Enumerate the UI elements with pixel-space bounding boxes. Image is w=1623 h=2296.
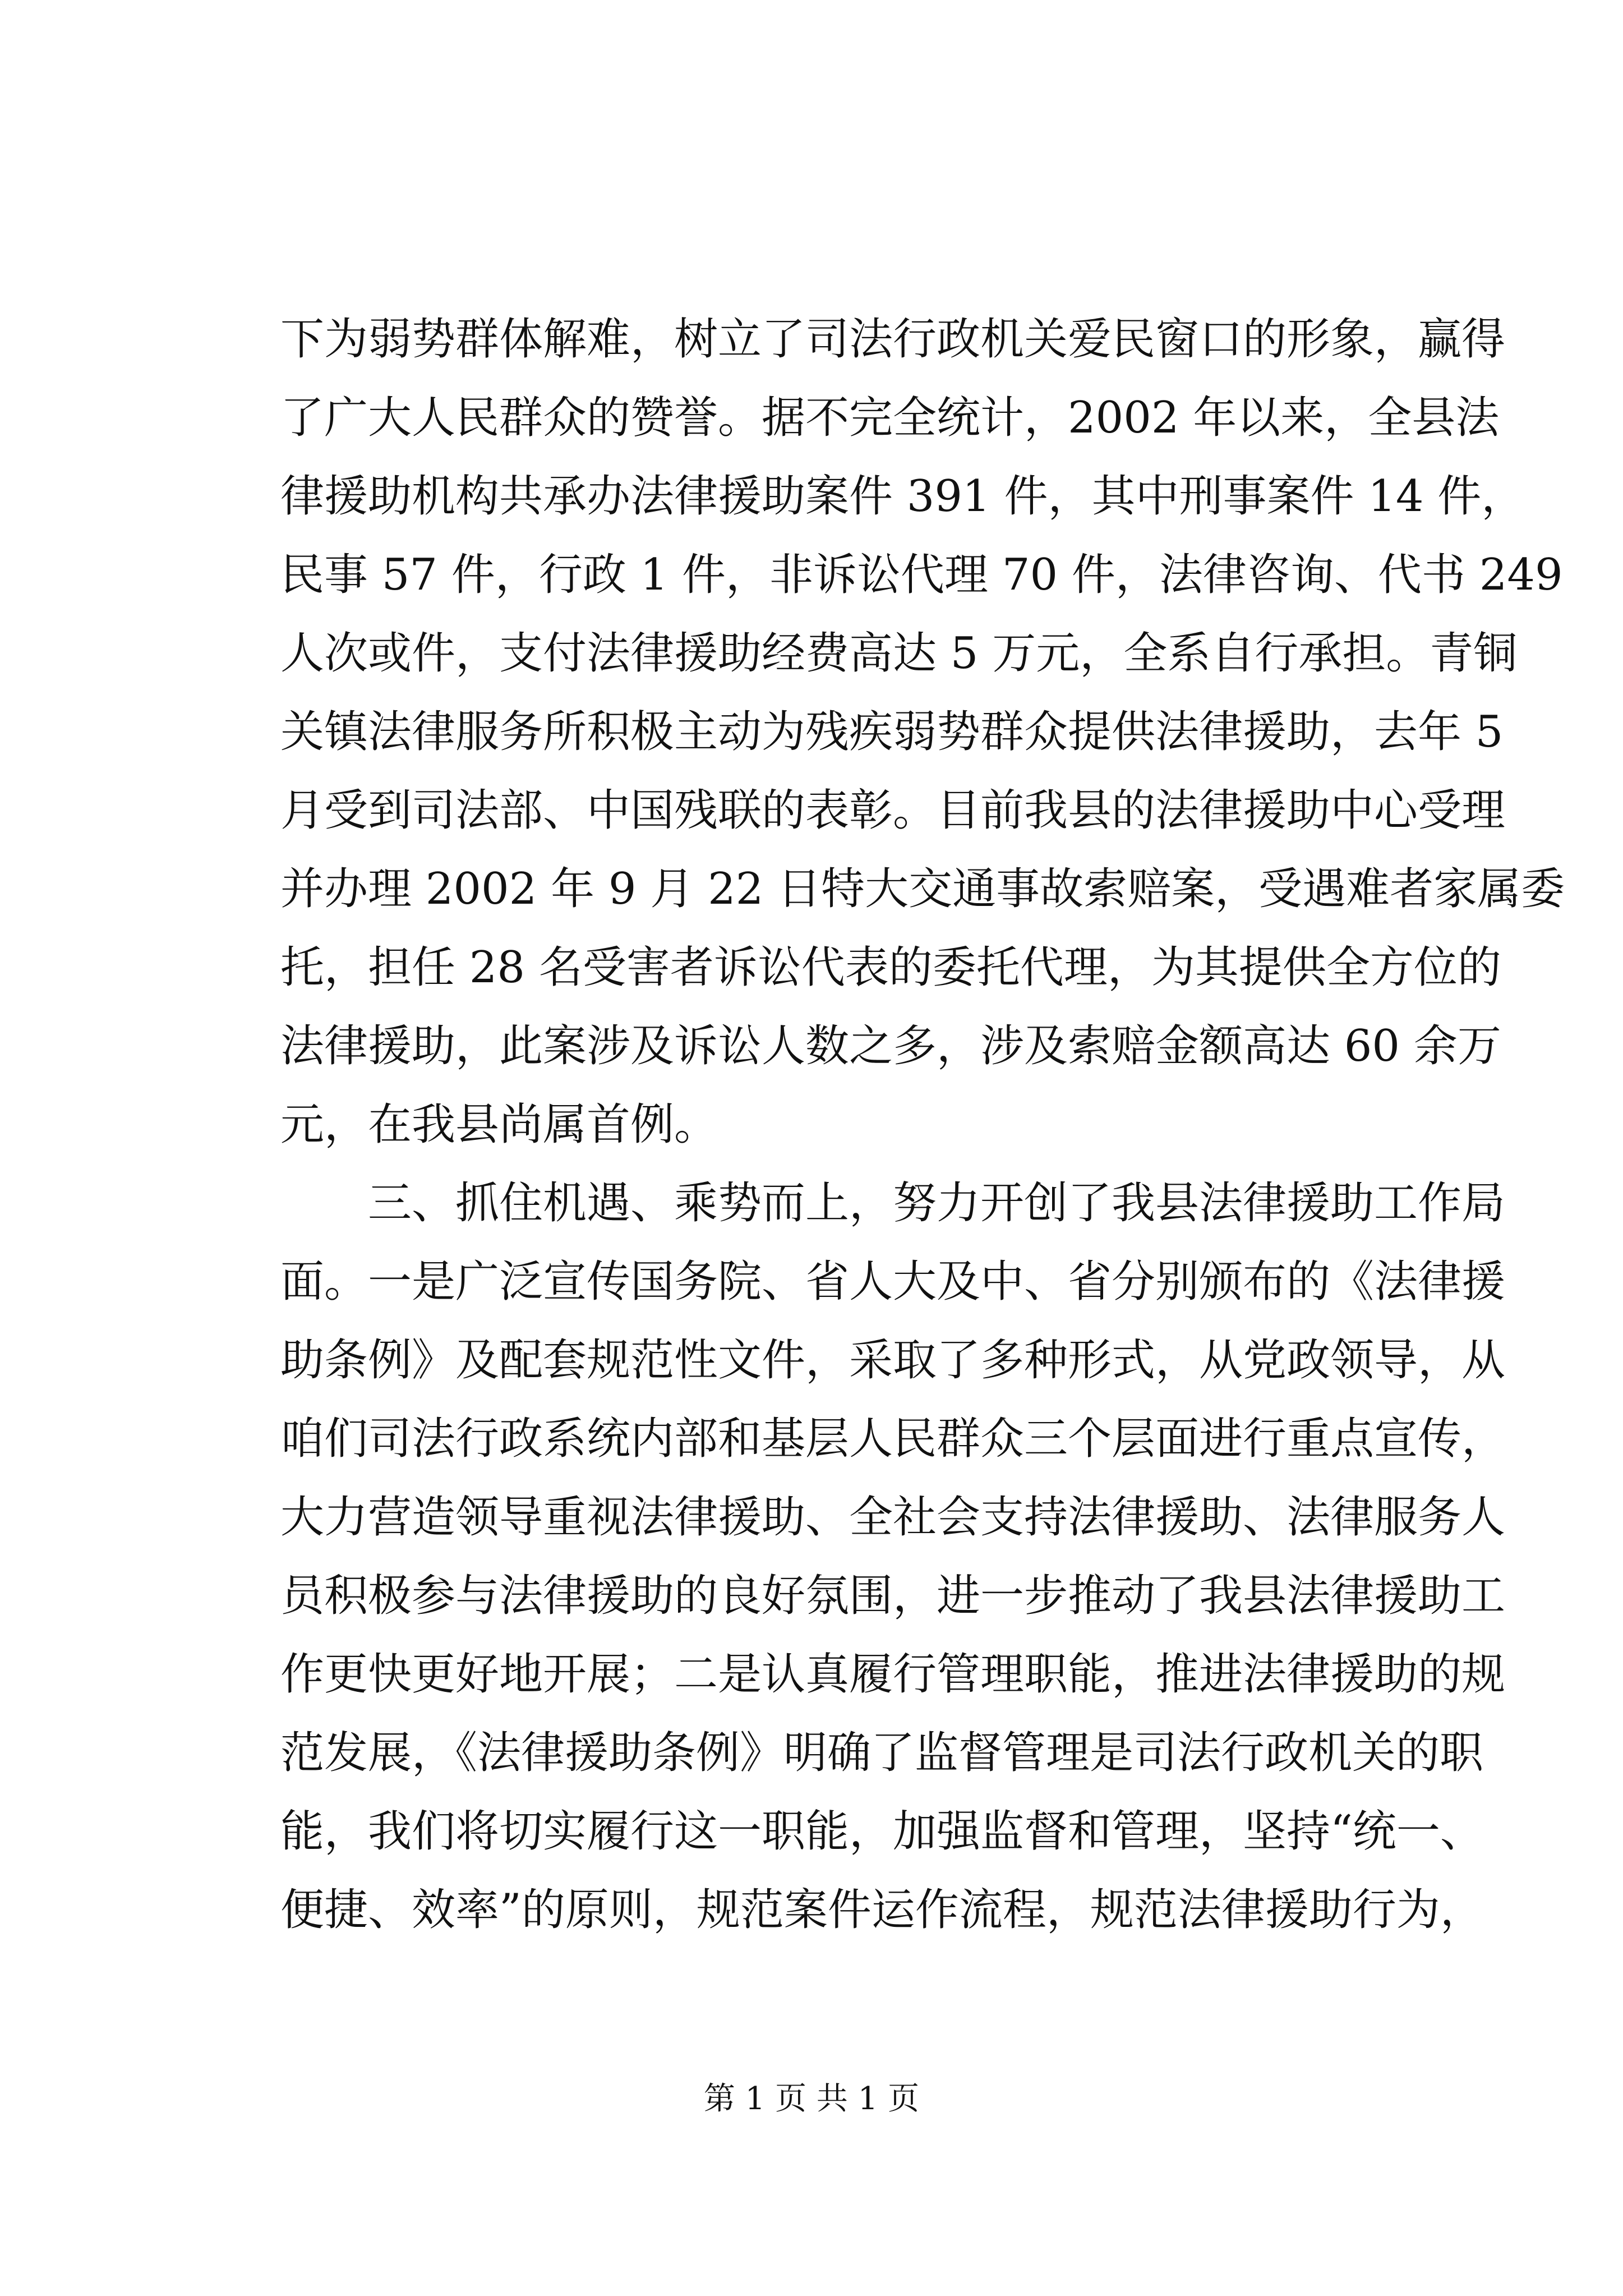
text-line: 月受到司法部、中国残联的表彰。目前我县的法律援助中心受理 bbox=[280, 785, 1506, 836]
text-line: 员积极参与法律援助的良好氛围，进一步推动了我县法律援助工 bbox=[280, 1571, 1506, 1621]
text-line: 咱们司法行政系统内部和基层人民群众三个层面进行重点宣传， bbox=[280, 1414, 1506, 1464]
text-line: 律援助机构共承办法律援助案件 391 件，其中刑事案件 14 件， bbox=[280, 471, 1525, 522]
text-line: 元，在我县尚属首例。 bbox=[280, 1099, 718, 1150]
text-line: 作更快更好地开展；二是认真履行管理职能，推进法律援助的规 bbox=[280, 1649, 1506, 1700]
text-line: 便捷、效率”的原则，规范案件运作流程，规范法律援助行为， bbox=[280, 1885, 1484, 1935]
text-line: 并办理 2002 年 9 月 22 日特大交通事故索赔案，受遇难者家属委 bbox=[280, 864, 1565, 914]
text-line: 面。一是广泛宣传国务院、省人大及中、省分别颁布的《法律援 bbox=[280, 1257, 1506, 1307]
text-line: 法律援助，此案涉及诉讼人数之多，涉及索赔金额高达 60 余万 bbox=[280, 1021, 1501, 1071]
text-line: 关镇法律服务所积极主动为残疾弱势群众提供法律援助，去年 5 bbox=[280, 707, 1504, 757]
text-line: 人次或件，支付法律援助经费高达 5 万元，全系自行承担。青铜 bbox=[280, 628, 1518, 679]
page-footer: 第 1 页 共 1 页 bbox=[703, 2081, 920, 2117]
text-line: 三、抓住机遇、乘势而上，努力开创了我县法律援助工作局 bbox=[280, 1178, 1506, 1228]
text-line: 能，我们将切实履行这一职能，加强监督和管理，坚持“统一、 bbox=[280, 1806, 1484, 1857]
text-line: 了广大人民群众的赞誉。据不完全统计，2002 年以来，全县法 bbox=[280, 393, 1500, 443]
text-line: 民事 57 件，行政 1 件，非诉讼代理 70 件，法律咨询、代书 249 bbox=[280, 550, 1563, 600]
text-line: 范发展，《法律援助条例》明确了监督管理是司法行政机关的职 bbox=[280, 1728, 1484, 1778]
text-line: 下为弱势群体解难，树立了司法行政机关爱民窗口的形象，赢得 bbox=[280, 314, 1506, 365]
text-line: 助条例》及配套规范性文件，采取了多种形式，从党政领导，从 bbox=[280, 1335, 1506, 1386]
text-line: 大力营造领导重视法律援助、全社会支持法律援助、法律服务人 bbox=[280, 1492, 1506, 1543]
text-line: 托，担任 28 名受害者诉讼代表的委托代理，为其提供全方位的 bbox=[280, 942, 1501, 993]
